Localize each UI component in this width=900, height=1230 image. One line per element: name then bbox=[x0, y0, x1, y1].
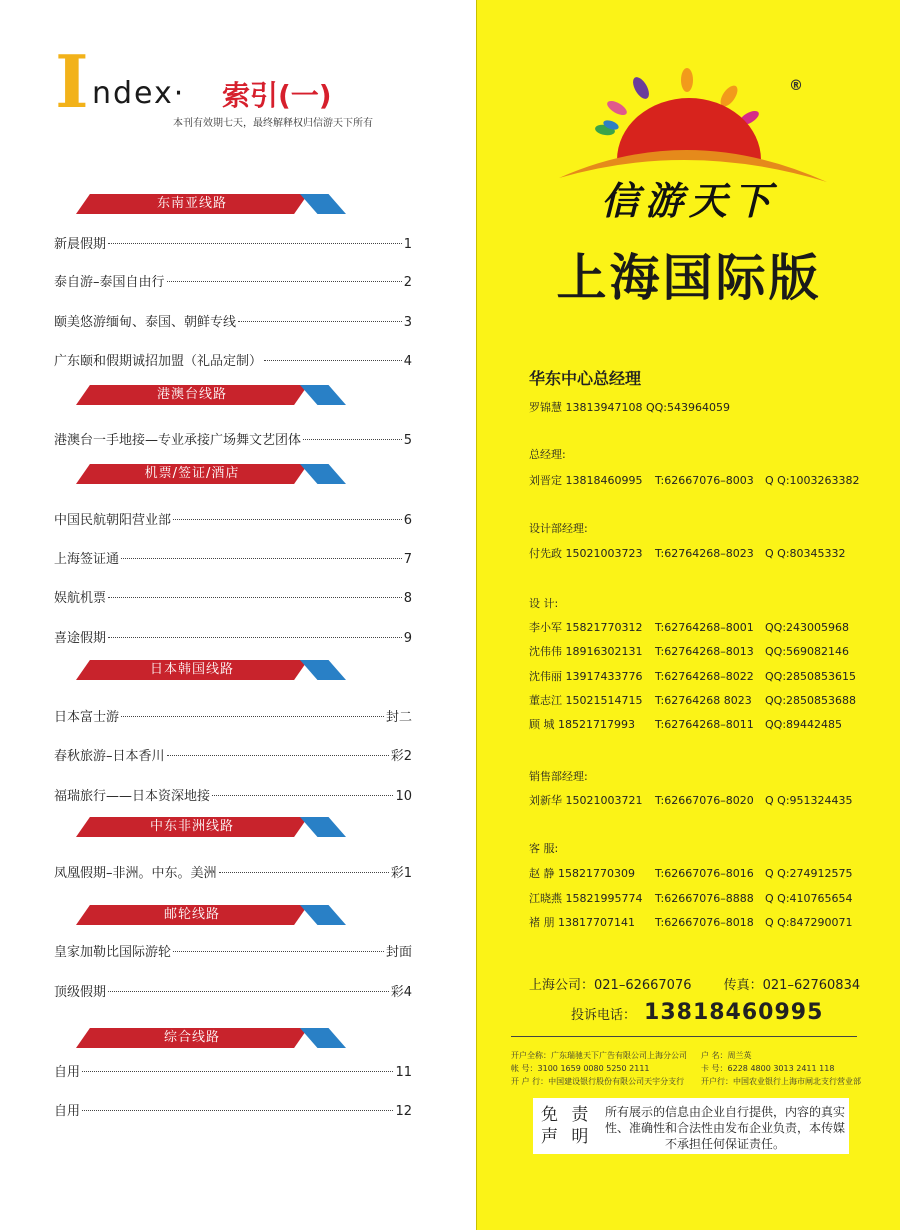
design-mgr-title: 设计部经理: bbox=[529, 522, 588, 535]
toc-entry[interactable] bbox=[54, 745, 412, 764]
toc-entry[interactable] bbox=[54, 548, 412, 567]
contact-qq: Q Q:274912575 bbox=[765, 867, 853, 880]
contact-row bbox=[529, 865, 853, 881]
toc-leader-dots bbox=[219, 872, 389, 873]
contact-row bbox=[529, 692, 856, 708]
toc-leader-dots bbox=[108, 597, 402, 598]
contact-mobile: 15021003723 bbox=[565, 547, 643, 560]
toc-entry[interactable] bbox=[54, 429, 412, 448]
gm-title: 总经理: bbox=[529, 448, 566, 461]
toc-leader-dots bbox=[108, 991, 389, 992]
toc-leader-dots bbox=[121, 558, 402, 559]
contact-qq: QQ:543964059 bbox=[645, 401, 730, 414]
toc-leader-dots bbox=[82, 1110, 393, 1111]
bank-row bbox=[511, 1050, 752, 1061]
toc-entry[interactable] bbox=[54, 311, 412, 330]
disclaimer-text: 所有展示的信息由企业自行提供，内容的真实性、准确性和合法性由发布企业负责，本传媒不承担任何保证责任。 bbox=[605, 1105, 846, 1151]
section-header bbox=[76, 817, 346, 837]
contact-row bbox=[529, 890, 853, 906]
design-title: 设 计: bbox=[529, 597, 559, 610]
section-header bbox=[76, 464, 346, 484]
contact-row bbox=[529, 619, 849, 635]
toc-entry[interactable] bbox=[54, 271, 412, 290]
toc-entry[interactable] bbox=[54, 627, 412, 646]
index-word: ndex· bbox=[92, 76, 186, 111]
toc-entry-title: 泰自游–泰国自由行 bbox=[54, 275, 165, 290]
toc-entry-page: 11 bbox=[395, 1065, 412, 1080]
contact-mobile: 15021514715 bbox=[565, 694, 643, 707]
contact-qq: Q Q:951324435 bbox=[765, 794, 853, 807]
contact-mobile: 15821995774 bbox=[565, 892, 643, 905]
contact-qq: Q Q:1003263382 bbox=[765, 474, 860, 487]
contact-tel: T:62764268–8001 bbox=[655, 621, 754, 634]
toc-leader-dots bbox=[167, 281, 402, 282]
complaint-number: 13818460995 bbox=[644, 1000, 824, 1025]
contact-tel: T:62764268–8011 bbox=[655, 718, 754, 731]
toc-entry-title: 日本富士游 bbox=[54, 710, 120, 725]
toc-entry-page: 2 bbox=[403, 275, 412, 290]
toc-entry[interactable] bbox=[54, 1061, 412, 1080]
contact-tel: T:62764268 8023 bbox=[655, 694, 752, 707]
fax: 传真：021–62760834 bbox=[723, 978, 861, 993]
toc-leader-dots bbox=[173, 951, 384, 952]
toc-entry-page: 彩2 bbox=[390, 749, 412, 764]
service-title: 客 服: bbox=[529, 842, 559, 855]
section-title: 日本韩国线路 bbox=[149, 662, 234, 677]
toc-entry-title: 港澳台一手地接—专业承接广场舞文艺团体 bbox=[54, 433, 302, 448]
toc-entry-page: 9 bbox=[403, 631, 412, 646]
contact-qq: Q Q:80345332 bbox=[765, 547, 846, 560]
toc-leader-dots bbox=[238, 321, 402, 322]
contact-name: 赵 静 bbox=[529, 867, 555, 880]
toc-leader-dots bbox=[303, 439, 402, 440]
bank-branch: 开 户 行：中国建设银行股份有限公司天宇分支行 bbox=[511, 1077, 685, 1086]
east-manager-title: 华东中心总经理 bbox=[529, 369, 642, 388]
toc-entry-title: 新晨假期 bbox=[54, 237, 107, 252]
toc-entry-title: 自用 bbox=[54, 1104, 81, 1119]
contact-mobile: 13818460995 bbox=[565, 474, 643, 487]
contact-name: 董志江 bbox=[529, 694, 562, 707]
bank-row bbox=[511, 1063, 835, 1074]
contact-mobile: 13817707141 bbox=[558, 916, 635, 929]
contact-mobile: 13917433776 bbox=[565, 670, 643, 683]
validity-note: 本刊有效期七天，最终解释权归信游天下所有 bbox=[173, 118, 373, 129]
contact-row bbox=[529, 643, 849, 659]
toc-leader-dots bbox=[212, 795, 393, 796]
toc-entry-title: 中国民航朝阳营业部 bbox=[54, 513, 172, 528]
disclaimer-label: 免 责 声 明 bbox=[541, 1105, 593, 1147]
toc-leader-dots bbox=[167, 755, 389, 756]
section-header bbox=[76, 660, 346, 680]
toc-entry-title: 自用 bbox=[54, 1065, 81, 1080]
section-header bbox=[76, 905, 346, 925]
contact-name: 刘新华 bbox=[529, 794, 562, 807]
toc-entry[interactable] bbox=[54, 587, 412, 606]
contact-name: 江晓燕 bbox=[529, 892, 562, 905]
toc-entry-page: 6 bbox=[403, 513, 412, 528]
contact-qq: QQ:243005968 bbox=[765, 621, 850, 634]
contact-mobile: 18521717993 bbox=[558, 718, 635, 731]
section-header bbox=[76, 194, 346, 214]
contact-tel: T:62764268–8022 bbox=[655, 670, 754, 683]
sales-title: 销售部经理: bbox=[529, 770, 588, 783]
contact-qq: QQ:89442485 bbox=[765, 718, 843, 731]
section-title: 港澳台线路 bbox=[156, 387, 227, 402]
toc-entry-page: 封面 bbox=[385, 945, 412, 960]
contact-name: 刘晋定 bbox=[529, 474, 562, 487]
toc-leader-dots bbox=[108, 637, 402, 638]
section-title: 机票/签证/酒店 bbox=[144, 466, 240, 481]
contact-tel: T:62667076–8003 bbox=[655, 474, 754, 487]
toc-leader-dots bbox=[82, 1071, 393, 1072]
company-phone-line bbox=[529, 974, 888, 993]
contact-tel: T:62667076–8888 bbox=[655, 892, 754, 905]
section-header bbox=[76, 1028, 346, 1048]
contact-tel: T:62764268–8013 bbox=[655, 645, 754, 658]
contact-name: 沈伟丽 bbox=[529, 670, 562, 683]
contact-tel: T:62667076–8018 bbox=[655, 916, 754, 929]
toc-entry[interactable] bbox=[54, 981, 412, 1000]
toc-entry-page: 封二 bbox=[385, 710, 412, 725]
toc-entry[interactable] bbox=[54, 862, 412, 881]
brand-name: 信游天下 bbox=[600, 178, 777, 223]
toc-entry-title: 娱航机票 bbox=[54, 591, 107, 606]
contact-mobile: 15021003721 bbox=[565, 794, 643, 807]
contact-row bbox=[529, 716, 842, 732]
edition-title: 上海国际版 bbox=[556, 249, 822, 307]
contact-mobile: 18916302131 bbox=[565, 645, 643, 658]
bank-card-number: 卡 号：6228 4800 3013 2411 118 bbox=[701, 1064, 835, 1073]
section-header bbox=[76, 385, 346, 405]
east-manager-row bbox=[529, 399, 730, 415]
bank-account-name: 开户全称：广东瑞驰天下广告有限公司上海分公司 bbox=[511, 1051, 687, 1060]
contact-name: 褚 朋 bbox=[529, 916, 555, 929]
section-title: 综合线路 bbox=[163, 1030, 220, 1045]
toc-entry-title: 皇家加勒比国际游轮 bbox=[54, 945, 172, 960]
toc-entry[interactable] bbox=[54, 941, 412, 960]
toc-entry[interactable] bbox=[54, 233, 412, 252]
disclaimer-box bbox=[533, 1098, 849, 1154]
contact-qq: Q Q:847290071 bbox=[765, 916, 853, 929]
toc-entry-page: 4 bbox=[403, 354, 412, 369]
toc-entry[interactable] bbox=[54, 706, 412, 725]
toc-entry-page: 10 bbox=[395, 789, 412, 804]
toc-entry-page: 1 bbox=[403, 237, 412, 252]
bank-holder: 户 名：周兰英 bbox=[701, 1051, 752, 1060]
contact-row bbox=[529, 668, 856, 684]
toc-entry-page: 彩4 bbox=[390, 985, 412, 1000]
section-title: 东南亚线路 bbox=[156, 196, 227, 211]
bank-account-number: 帐 号：3100 1659 0080 5250 2111 bbox=[511, 1064, 650, 1073]
index-initial: I bbox=[55, 39, 89, 124]
contact-mobile: 15821770309 bbox=[558, 867, 635, 880]
publisher-panel bbox=[476, 0, 900, 1230]
toc-entry-page: 3 bbox=[403, 315, 412, 330]
contact-tel: T:62667076–8016 bbox=[655, 867, 754, 880]
toc-entry[interactable] bbox=[54, 1100, 412, 1119]
toc-entry-title: 上海签证通 bbox=[54, 552, 120, 567]
toc-entry-title: 春秋旅游–日本香川 bbox=[54, 749, 165, 764]
contact-row bbox=[529, 914, 853, 930]
contact-name: 顾 城 bbox=[529, 718, 555, 731]
toc-entry-title: 广东颐和假期诚招加盟（礼品定制） bbox=[54, 354, 263, 369]
registered-mark: ® bbox=[789, 78, 803, 94]
toc-leader-dots bbox=[121, 716, 384, 717]
contact-qq: QQ:2850853688 bbox=[765, 694, 857, 707]
toc-entry-page: 彩1 bbox=[390, 866, 412, 881]
contact-tel: T:62764268–8023 bbox=[655, 547, 754, 560]
contact-name: 罗锦慧 bbox=[529, 401, 562, 414]
complaint-phone bbox=[571, 1000, 823, 1025]
toc-entry-title: 顶级假期 bbox=[54, 985, 107, 1000]
contact-qq: QQ:2850853615 bbox=[765, 670, 857, 683]
toc-entry-page: 5 bbox=[403, 433, 412, 448]
contact-name: 付先政 bbox=[529, 547, 562, 560]
toc-entry-title: 颐美悠游缅甸、泰国、朝鲜专线 bbox=[54, 315, 237, 330]
section-title: 邮轮线路 bbox=[163, 907, 220, 922]
contact-name: 沈伟伟 bbox=[529, 645, 562, 658]
toc-entry[interactable] bbox=[54, 350, 412, 369]
contact-qq: QQ:569082146 bbox=[765, 645, 850, 658]
contact-qq: Q Q:410765654 bbox=[765, 892, 853, 905]
section-title: 中东非洲线路 bbox=[149, 819, 234, 834]
contact-mobile: 13813947108 bbox=[565, 401, 643, 414]
toc-entry-title: 凤凰假期–非洲。中东。美洲 bbox=[54, 866, 217, 881]
toc-entry[interactable] bbox=[54, 785, 412, 804]
toc-leader-dots bbox=[108, 243, 402, 244]
divider bbox=[511, 1036, 857, 1037]
contact-name: 李小军 bbox=[529, 621, 562, 634]
contact-tel: T:62667076–8020 bbox=[655, 794, 754, 807]
toc-entry-page: 7 bbox=[403, 552, 412, 567]
sales-row bbox=[529, 792, 853, 808]
bank-branch-2: 开户行：中国农业银行上海市闸北支行营业部 bbox=[701, 1077, 861, 1086]
toc-leader-dots bbox=[173, 519, 402, 520]
company-phone: 上海公司：021–62667076 bbox=[529, 978, 692, 993]
toc-entry[interactable] bbox=[54, 509, 412, 528]
toc-entry-page: 8 bbox=[403, 591, 412, 606]
index-title-cn: 索引(一) bbox=[222, 79, 332, 112]
bank-row bbox=[511, 1076, 861, 1087]
toc-leader-dots bbox=[264, 360, 402, 361]
contact-mobile: 15821770312 bbox=[565, 621, 643, 634]
complaint-label: 投诉电话： bbox=[571, 1008, 637, 1023]
gm-row bbox=[529, 472, 860, 488]
design-mgr-row bbox=[529, 545, 846, 561]
toc-entry-page: 12 bbox=[395, 1104, 412, 1119]
toc-entry-title: 福瑞旅行——日本资深地接 bbox=[54, 789, 211, 804]
toc-entry-title: 喜途假期 bbox=[54, 631, 107, 646]
